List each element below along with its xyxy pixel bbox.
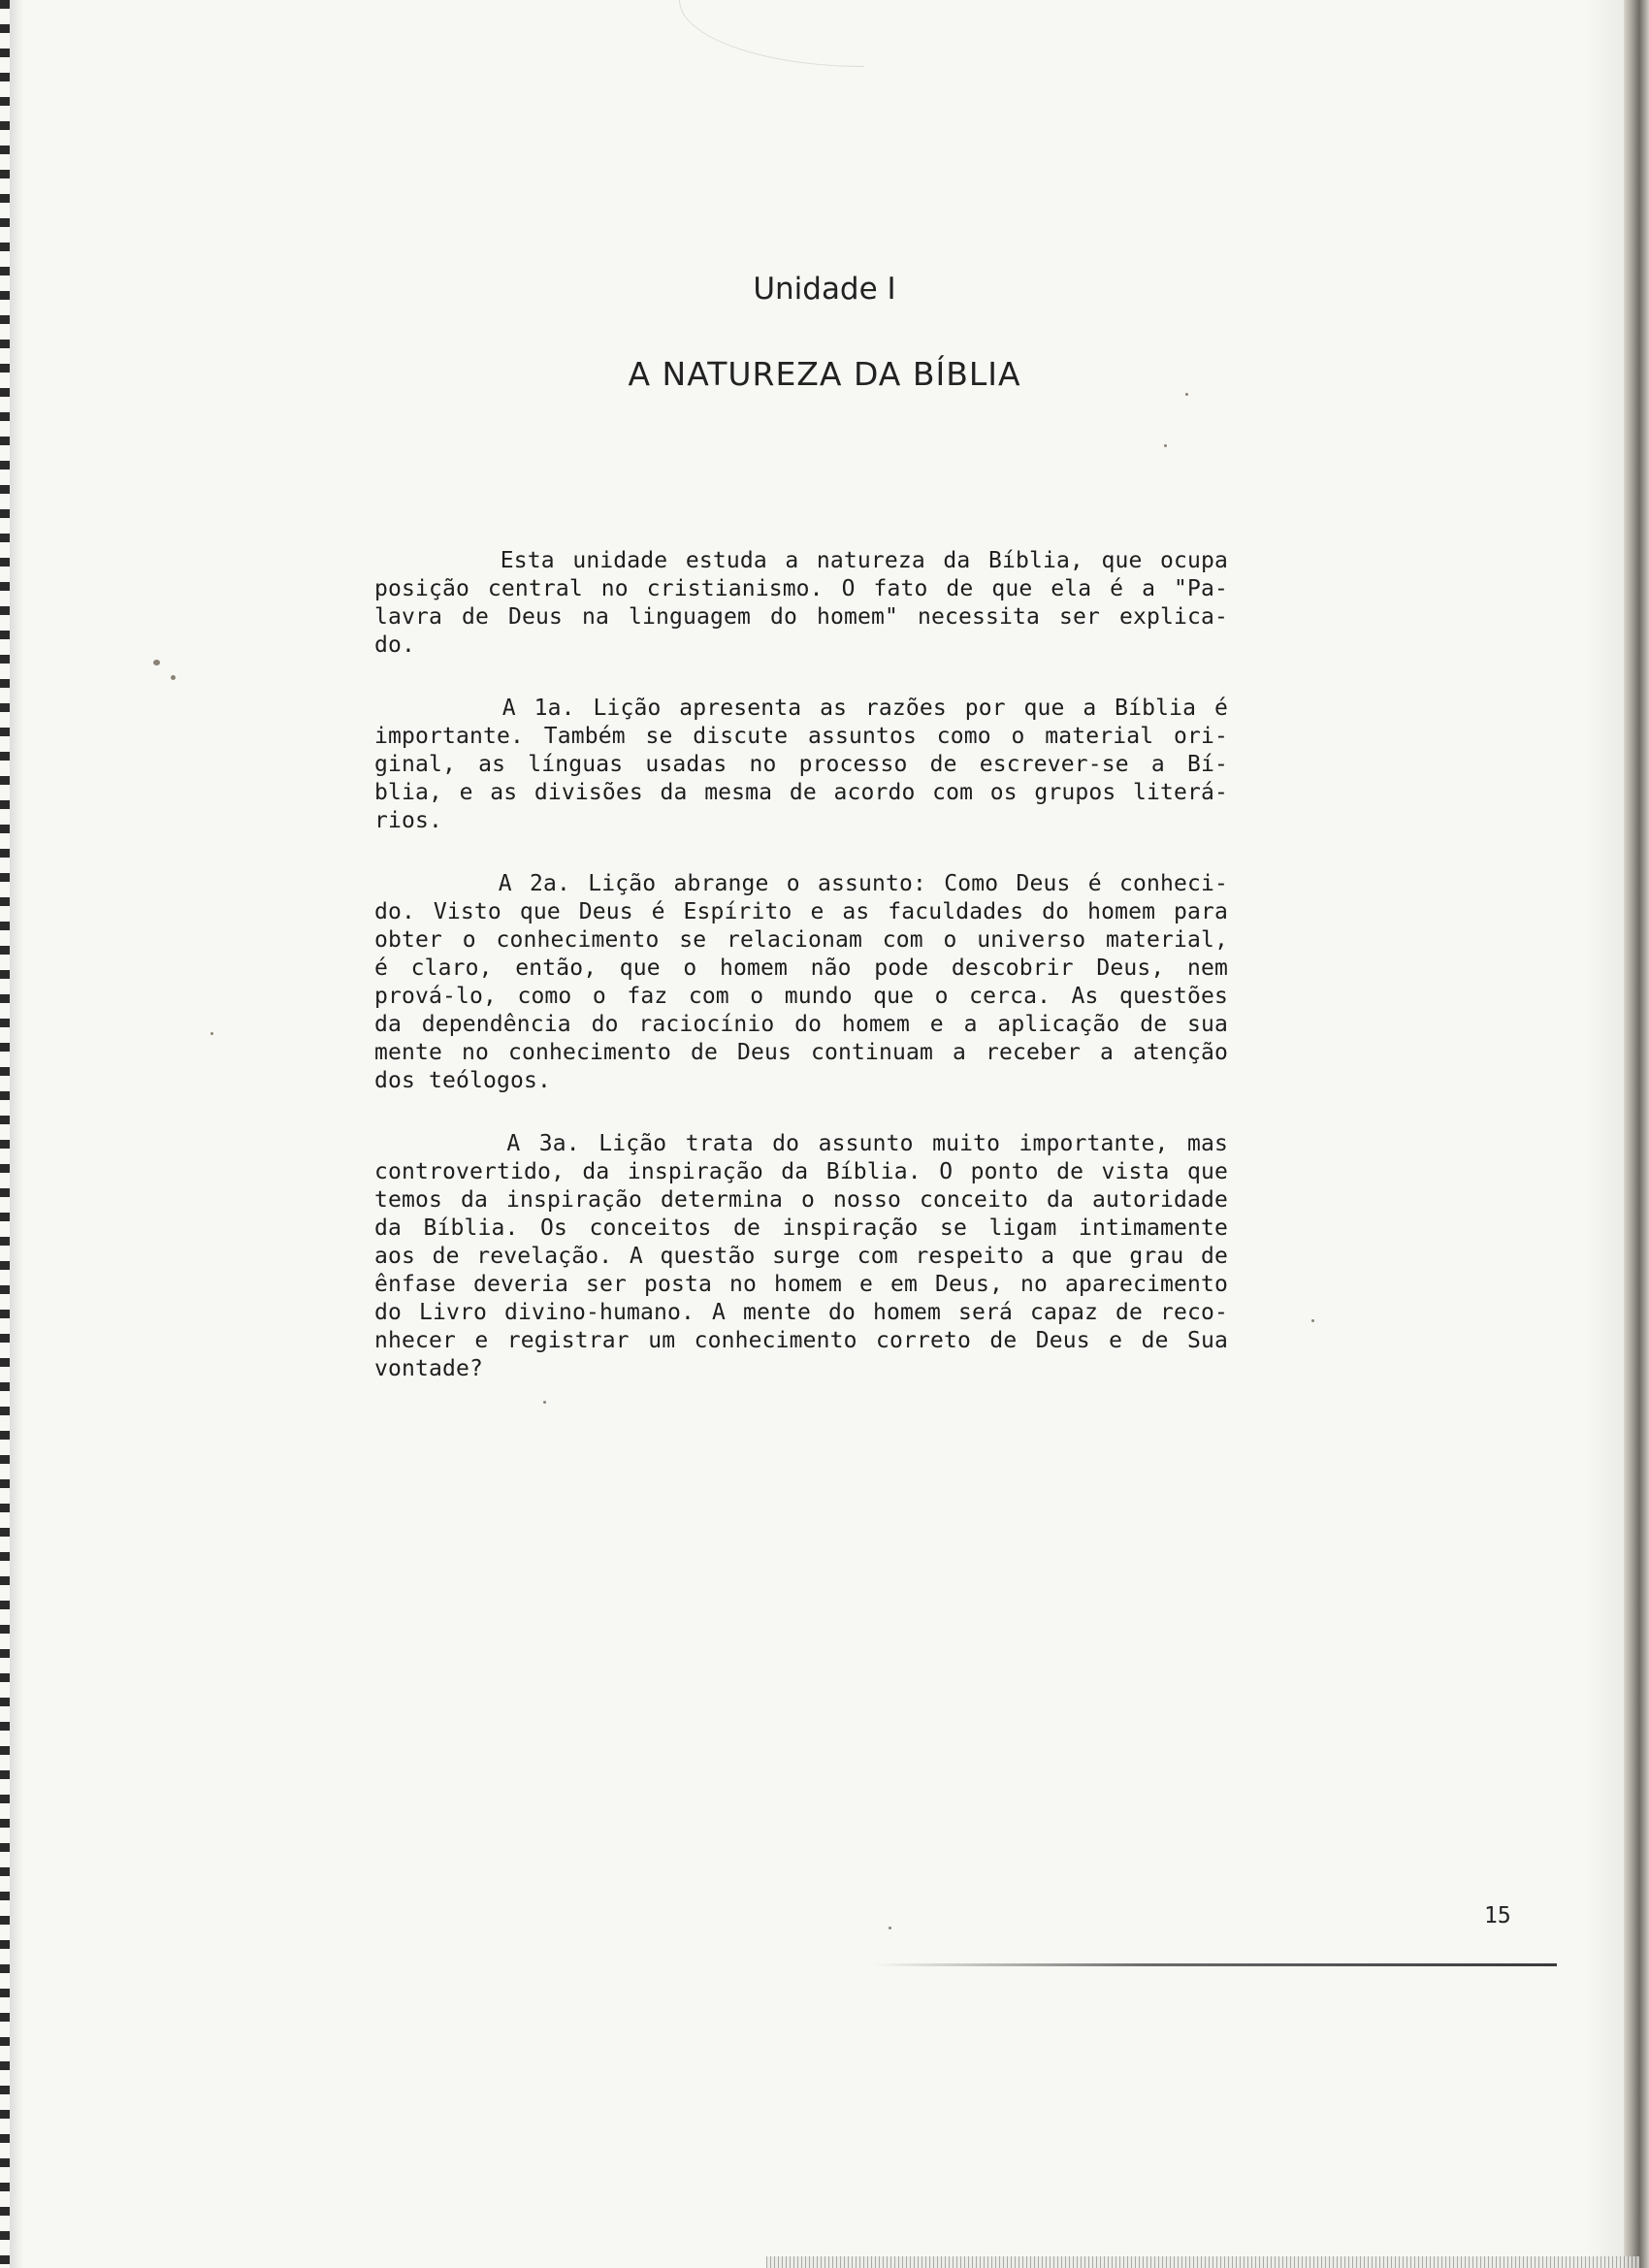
- binding-shadow: [10, 0, 23, 2268]
- main-title: A NATUREZA DA BÍBLIA: [628, 355, 1021, 393]
- text-line: vontade?: [374, 1356, 483, 1381]
- ink-speck: [889, 1927, 891, 1929]
- text-line: ênfase deveria ser posta no homem e em Deus, no aparecimento: [374, 1272, 1228, 1297]
- body-text: [374, 547, 1228, 1418]
- text-line: da dependência do raciocínio do homem e a aplicação de sua: [374, 1012, 1228, 1037]
- page-edge-shadow: [1585, 0, 1624, 2268]
- text-line: A 2a. Lição abrange o assunto: Como Deus é conheci-: [374, 871, 1228, 896]
- text-line: da Bíblia. Os conceitos de inspiração se ligam intimamente: [374, 1215, 1228, 1241]
- paragraph-3: [374, 870, 1228, 1095]
- text-line: Esta unidade estuda a natureza da Bíblia, que ocupa: [374, 548, 1228, 573]
- unit-title: Unidade I: [753, 272, 896, 307]
- text-line: posição central no cristianismo. O fato de que ela é a "Pa-: [374, 576, 1228, 601]
- text-line: importante. Também se discute assuntos como o material ori-: [374, 724, 1228, 749]
- text-line: do. Visto que Deus é Espírito e as faculdades do homem para: [374, 899, 1228, 924]
- text-line: dos teólogos.: [374, 1068, 551, 1093]
- paragraph-4: [374, 1130, 1228, 1383]
- text-line: lavra de Deus na linguagem do homem" necessita ser explica-: [374, 604, 1228, 630]
- ink-speck: [210, 1032, 213, 1035]
- ink-speck: [1185, 393, 1188, 396]
- text-line: nhecer e registrar um conhecimento correto de Deus e de Sua: [374, 1328, 1228, 1353]
- page-number: 15: [1484, 1903, 1511, 1928]
- text-line: do Livro divino-humano. A mente do homem será capaz de reco-: [374, 1300, 1228, 1325]
- ink-speck: [543, 1401, 546, 1404]
- text-line: é claro, então, que o homem não pode descobrir Deus, nem: [374, 956, 1228, 981]
- bottom-rule: [873, 1963, 1557, 1966]
- text-line: prová-lo, como o faz com o mundo que o cerca. As questões: [374, 984, 1228, 1009]
- text-line: aos de revelação. A questão surge com respeito a que grau de: [374, 1244, 1228, 1269]
- text-line: mente no conhecimento de Deus continuam a receber a atenção: [374, 1040, 1228, 1065]
- ink-speck: [171, 675, 176, 680]
- ink-speck: [1311, 1319, 1314, 1322]
- text-line: obter o conhecimento se relacionam com o universo material,: [374, 927, 1228, 953]
- scan-edge-strip: [766, 2256, 1639, 2268]
- text-line: rios.: [374, 808, 442, 833]
- paper-fold-mark: [679, 0, 864, 67]
- text-line: A 1a. Lição apresenta as razões por que a Bíblia é: [374, 696, 1228, 721]
- text-line: blia, e as divisões da mesma de acordo com os grupos literá-: [374, 780, 1228, 805]
- ink-speck: [153, 660, 160, 665]
- ink-speck: [1164, 444, 1167, 447]
- page-right-edge: [1624, 0, 1649, 2268]
- text-line: controvertido, da inspiração da Bíblia. O ponto de vista que: [374, 1159, 1228, 1184]
- text-line: A 3a. Lição trata do assunto muito importante, mas: [374, 1131, 1228, 1156]
- text-line: temos da inspiração determina o nosso conceito da autoridade: [374, 1187, 1228, 1213]
- paragraph-2: [374, 695, 1228, 835]
- spiral-binding: [0, 0, 10, 2268]
- paragraph-1: [374, 547, 1228, 660]
- text-line: ginal, as línguas usadas no processo de escrever-se a Bí-: [374, 752, 1228, 777]
- text-line: do.: [374, 632, 415, 658]
